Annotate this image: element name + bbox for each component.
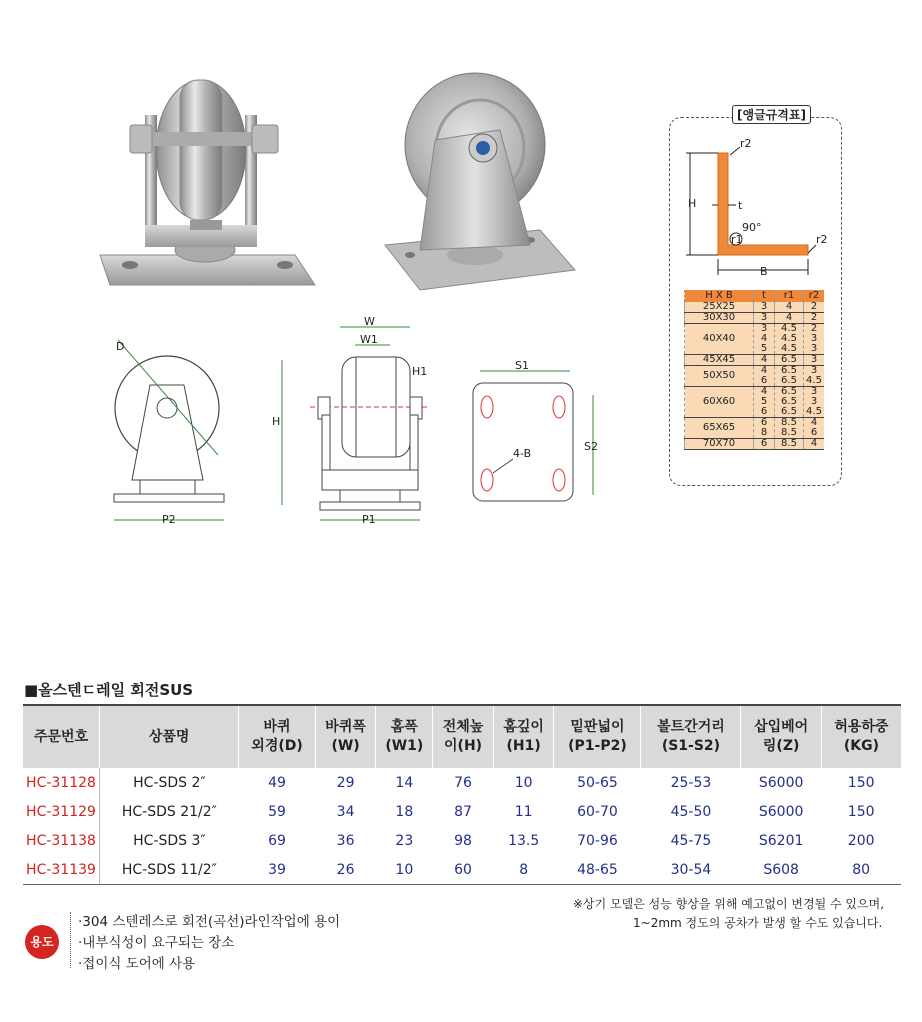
angle-spec-table bbox=[684, 290, 824, 450]
table-header bbox=[376, 705, 433, 768]
table-cell: 69 bbox=[268, 832, 286, 849]
table-header-line: 홈깊이 bbox=[503, 719, 544, 735]
table-header-line: (P1-P2) bbox=[568, 738, 627, 754]
table-cell: 49 bbox=[268, 774, 286, 791]
angle-row bbox=[685, 439, 825, 450]
table-cell: 30-54 bbox=[641, 855, 741, 885]
table-cell: 25-53 bbox=[670, 774, 712, 791]
angle-col-hb: H X B bbox=[685, 290, 754, 302]
table-cell: 98 bbox=[454, 832, 472, 849]
angle-cell-hb: 30X30 bbox=[685, 313, 754, 324]
usage-item-1: ·304 스텐레스로 회전(곡선)라인작업에 용이 bbox=[78, 914, 341, 930]
table-cell: S6000 bbox=[758, 803, 804, 820]
table-cell: 39 bbox=[239, 855, 316, 885]
table-cell: 26 bbox=[315, 855, 376, 885]
table-cell: 23 bbox=[395, 832, 414, 849]
table-header-line: 이(H) bbox=[444, 738, 483, 754]
table-row bbox=[23, 855, 901, 885]
angle-cell-hb: 60X60 bbox=[685, 387, 754, 418]
table-cell: S6000 bbox=[758, 774, 804, 791]
table-row bbox=[23, 797, 901, 826]
table-header bbox=[315, 705, 376, 768]
angle-row bbox=[685, 324, 825, 355]
angle-label-t: t bbox=[738, 199, 743, 212]
table-cell: 10 bbox=[376, 855, 433, 885]
usage-item-2: ·내부식성이 요구되는 장소 bbox=[78, 935, 235, 951]
label-w: W bbox=[364, 315, 375, 328]
table-cell: 11 bbox=[514, 803, 533, 820]
angle-cell-r2: 3 bbox=[804, 355, 825, 366]
angle-profile-diagram bbox=[680, 135, 835, 285]
angle-cell-r2: 4 bbox=[804, 439, 825, 450]
table-cell: 59 bbox=[268, 803, 286, 820]
section-title: ■올스텐ㄷ레일 회전SUS bbox=[24, 681, 194, 699]
angle-cell-hb: 25X25 bbox=[685, 302, 754, 313]
table-header-line: 전체높 bbox=[442, 719, 484, 735]
table-row bbox=[23, 826, 901, 855]
product-name-cell: HC-SDS 3″ bbox=[133, 832, 206, 849]
table-header bbox=[100, 705, 239, 768]
table-header bbox=[493, 705, 554, 768]
label-bolt: 4-B bbox=[513, 447, 532, 460]
table-cell: 29 bbox=[336, 774, 355, 791]
table-cell: 48-65 bbox=[554, 855, 641, 885]
angle-cell-t: 6 8 bbox=[754, 418, 775, 439]
table-cell: 87 bbox=[454, 803, 472, 820]
table-header-line: 밑판넓이 bbox=[570, 719, 625, 735]
table-header bbox=[741, 705, 821, 768]
product-name-cell: HC-SDS 2″ bbox=[133, 774, 206, 791]
angle-cell-r2: 2 bbox=[804, 302, 825, 313]
angle-cell-r1: 8.5 bbox=[775, 439, 804, 450]
angle-label-b: B bbox=[760, 265, 768, 278]
caster-front-photo bbox=[90, 70, 330, 300]
front-view-drawing bbox=[270, 315, 440, 535]
table-header-line: (W1) bbox=[385, 738, 424, 754]
table-header-line: (H1) bbox=[506, 738, 541, 754]
table-cell: 70-96 bbox=[577, 832, 618, 849]
table-cell: 45-50 bbox=[670, 803, 712, 820]
label-w1: W1 bbox=[360, 333, 378, 346]
table-cell: 13.5 bbox=[508, 832, 540, 849]
angle-cell-r2: 3 4.5 bbox=[804, 366, 825, 387]
angle-cell-r1: 6.5 6.5 6.5 bbox=[775, 387, 804, 418]
angle-cell-t: 6 bbox=[754, 439, 775, 450]
angle-row bbox=[685, 355, 825, 366]
table-cell: 60-70 bbox=[577, 803, 618, 820]
plate-top-drawing bbox=[465, 355, 615, 520]
table-header bbox=[433, 705, 494, 768]
usage-divider bbox=[70, 912, 73, 968]
table-header-line: (KG) bbox=[843, 738, 879, 754]
note-line-1: ※상기 모델은 성능 향상을 위해 예고없이 변경될 수 있으며, bbox=[573, 897, 885, 911]
table-header bbox=[821, 705, 901, 768]
angle-row bbox=[685, 418, 825, 439]
table-cell: 8 bbox=[493, 855, 554, 885]
table-cell: 150 bbox=[847, 774, 875, 791]
product-name-cell: HC-SDS 21/2″ bbox=[121, 803, 217, 820]
table-cell: 18 bbox=[395, 803, 414, 820]
table-cell: 150 bbox=[847, 803, 875, 820]
table-header-line: 상품명 bbox=[148, 728, 190, 745]
angle-cell-r1: 4.5 4.5 4.5 bbox=[775, 324, 804, 355]
table-header bbox=[239, 705, 316, 768]
table-header-line: 바퀴폭 bbox=[325, 719, 366, 735]
table-cell: 60 bbox=[433, 855, 494, 885]
table-cell: 76 bbox=[454, 774, 472, 791]
table-header-line: (S1-S2) bbox=[661, 738, 721, 754]
table-cell: 14 bbox=[395, 774, 414, 791]
label-h1: H1 bbox=[412, 365, 428, 378]
angle-cell-hb: 65X65 bbox=[685, 418, 754, 439]
table-header-line: 주문번호 bbox=[33, 728, 89, 745]
angle-cell-hb: 50X50 bbox=[685, 366, 754, 387]
label-d: D bbox=[116, 340, 125, 353]
usage-badge: 용도 bbox=[25, 925, 59, 959]
table-cell: 45-75 bbox=[670, 832, 712, 849]
angle-cell-r1: 4 bbox=[775, 302, 804, 313]
angle-row bbox=[685, 387, 825, 418]
order-code-cell: HC-31128 bbox=[23, 768, 100, 797]
note-line-2: 1~2mm 정도의 공차가 발생 할 수도 있습니다. bbox=[633, 916, 883, 930]
order-code-cell: HC-31139 bbox=[23, 855, 100, 885]
order-code-cell: HC-31129 bbox=[23, 797, 100, 826]
angle-col-r2: r2 bbox=[804, 290, 825, 302]
order-code-cell: HC-31138 bbox=[23, 826, 100, 855]
angle-row bbox=[685, 313, 825, 324]
table-cell: S608 bbox=[741, 855, 821, 885]
angle-cell-r1: 8.5 8.5 bbox=[775, 418, 804, 439]
table-header-line: 홈폭 bbox=[390, 719, 418, 735]
table-header bbox=[554, 705, 641, 768]
product-spec-table bbox=[23, 704, 901, 885]
table-header-line: 바퀴 bbox=[263, 719, 291, 735]
table-header-line: 외경(D) bbox=[251, 738, 303, 754]
angle-cell-r2: 3 3 4.5 bbox=[804, 387, 825, 418]
product-name-cell: HC-SDS 11/2″ bbox=[100, 855, 239, 885]
usage-item-3: ·접이식 도어에 사용 bbox=[78, 956, 196, 972]
angle-cell-t: 4 bbox=[754, 355, 775, 366]
table-header-line: 허용하중 bbox=[834, 719, 889, 735]
caster-side-photo bbox=[380, 70, 580, 295]
angle-cell-r2: 4 6 bbox=[804, 418, 825, 439]
angle-cell-hb: 70X70 bbox=[685, 439, 754, 450]
angle-cell-hb: 40X40 bbox=[685, 324, 754, 355]
angle-label-h: H bbox=[688, 197, 697, 210]
angle-cell-r1: 6.5 bbox=[775, 355, 804, 366]
table-cell: 200 bbox=[847, 832, 875, 849]
label-s1: S1 bbox=[515, 359, 529, 372]
label-p1: P1 bbox=[362, 513, 376, 526]
table-header-line: 삽입베어 bbox=[754, 719, 809, 735]
table-row bbox=[23, 768, 901, 797]
angle-cell-r2: 2 3 3 bbox=[804, 324, 825, 355]
angle-cell-t: 3 bbox=[754, 302, 775, 313]
angle-cell-t: 3 bbox=[754, 313, 775, 324]
table-header-line: 볼트간거리 bbox=[657, 719, 725, 735]
angle-cell-r1: 4 bbox=[775, 313, 804, 324]
angle-cell-r2: 2 bbox=[804, 313, 825, 324]
table-header bbox=[641, 705, 741, 768]
angle-cell-t: 3 4 5 bbox=[754, 324, 775, 355]
angle-cell-t: 4 5 6 bbox=[754, 387, 775, 418]
angle-cell-t: 4 6 bbox=[754, 366, 775, 387]
table-cell: 10 bbox=[514, 774, 533, 791]
table-cell: S6201 bbox=[758, 832, 804, 849]
table-cell: 34 bbox=[336, 803, 355, 820]
angle-label-90: 90° bbox=[742, 221, 762, 234]
angle-cell-r1: 6.5 6.5 bbox=[775, 366, 804, 387]
angle-col-r1: r1 bbox=[775, 290, 804, 302]
label-s2: S2 bbox=[584, 440, 598, 453]
table-header bbox=[23, 705, 100, 768]
angle-label-r2-top: r2 bbox=[740, 137, 752, 150]
angle-cell-hb: 45X45 bbox=[685, 355, 754, 366]
table-header-line: 링(Z) bbox=[762, 738, 800, 754]
angle-row bbox=[685, 302, 825, 313]
angle-spec-title: [앵글규격표] bbox=[732, 105, 811, 124]
table-cell: 36 bbox=[336, 832, 355, 849]
angle-col-t: t bbox=[754, 290, 775, 302]
table-cell: 80 bbox=[821, 855, 901, 885]
label-h: H bbox=[272, 415, 281, 428]
table-cell: 50-65 bbox=[577, 774, 618, 791]
angle-row bbox=[685, 366, 825, 387]
table-header-line: (W) bbox=[331, 738, 360, 754]
label-p2: P2 bbox=[162, 513, 176, 526]
side-view-drawing bbox=[100, 330, 240, 530]
angle-label-r1: r1 bbox=[731, 233, 743, 246]
angle-label-r2-right: r2 bbox=[816, 233, 828, 246]
